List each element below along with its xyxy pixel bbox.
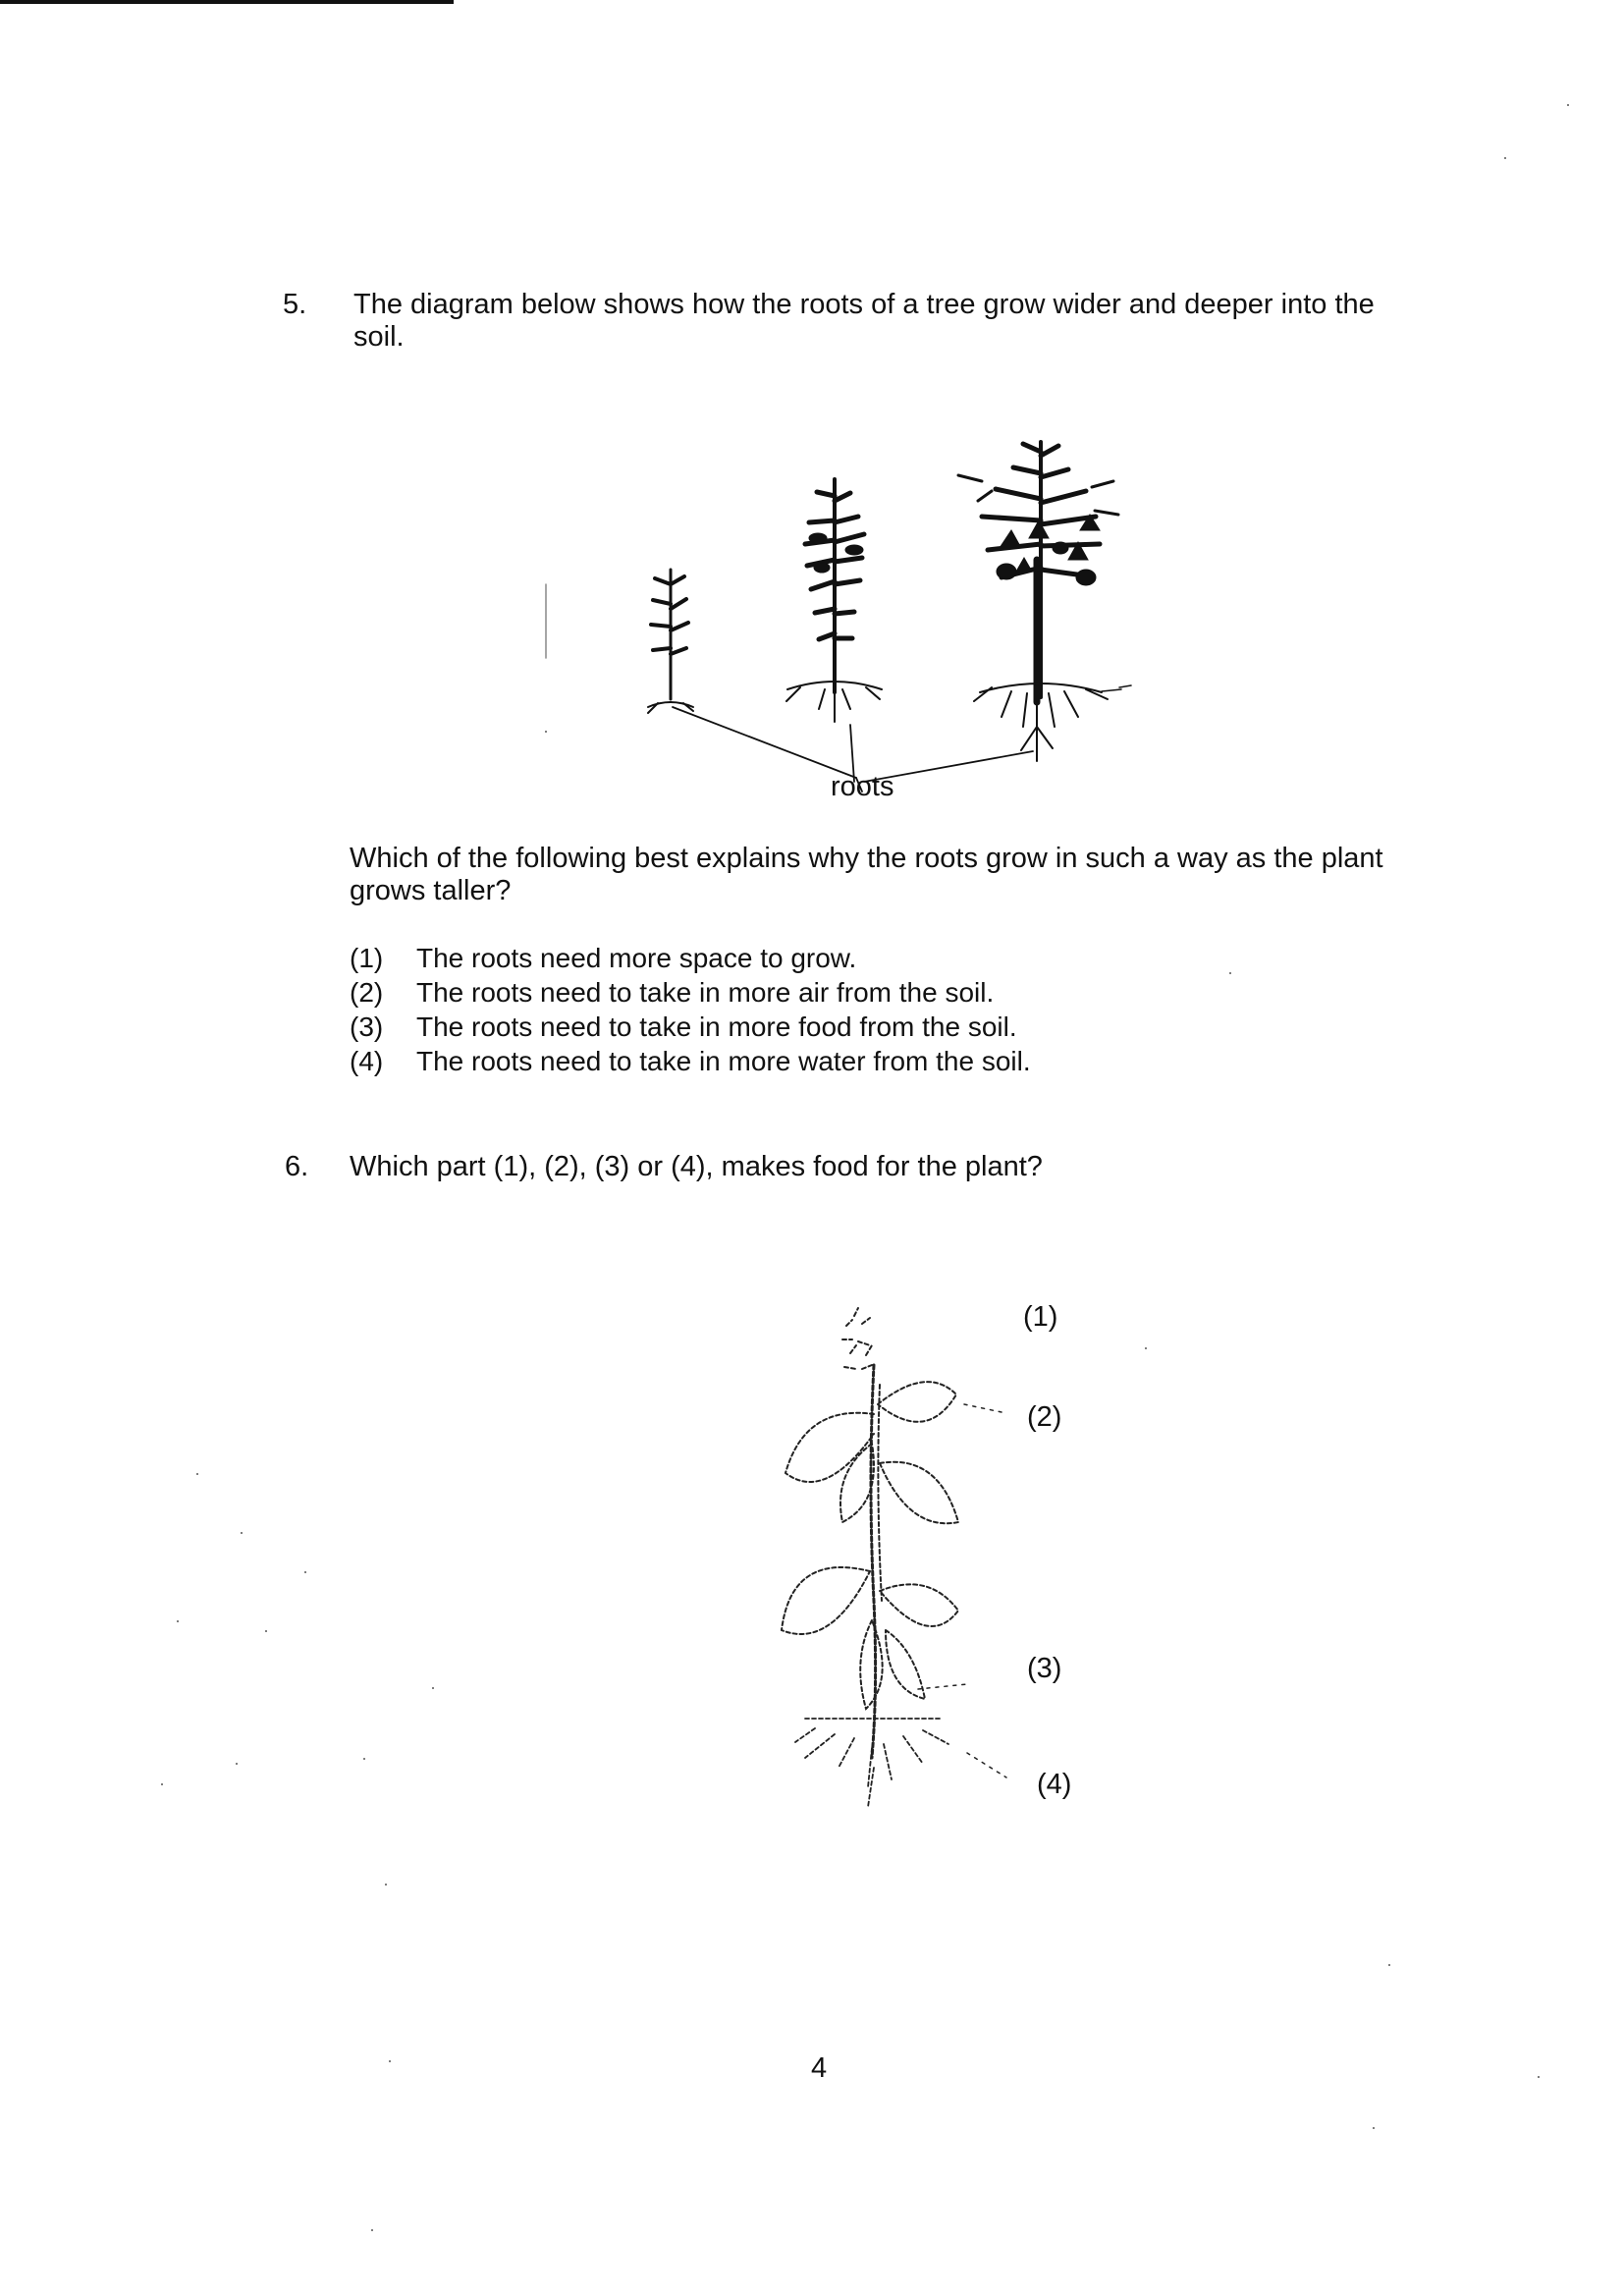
scan-speck <box>1538 2076 1540 2078</box>
scan-speck <box>371 2229 373 2231</box>
leaves-part <box>782 1382 958 1709</box>
top-rule <box>0 0 454 4</box>
part-label-1: (1) <box>1023 1301 1058 1333</box>
small-plant <box>648 570 693 713</box>
question-6-text: Which part (1), (2), (3) or (4), makes food for the plant? <box>350 1151 1043 1182</box>
option-2-number: (2) <box>350 977 384 1008</box>
scan-speck <box>1145 1347 1147 1349</box>
scan-speck <box>385 1884 387 1886</box>
scan-speck <box>177 1620 179 1622</box>
large-tree <box>958 442 1131 761</box>
part-label-2: (2) <box>1027 1401 1062 1433</box>
option-3-number: (3) <box>350 1011 384 1042</box>
option-4-text: The roots need to take in more water from the soil. <box>416 1046 1031 1076</box>
scan-speck <box>304 1571 306 1573</box>
roots-label: roots <box>831 771 894 802</box>
option-1-number: (1) <box>350 943 384 973</box>
scan-speck <box>241 1532 243 1534</box>
part-label-4: (4) <box>1037 1769 1072 1800</box>
question-6-number: 6. <box>285 1151 309 1182</box>
part-label-3: (3) <box>1027 1653 1062 1684</box>
scan-speck <box>236 1763 238 1765</box>
option-4 <box>350 1044 1031 1078</box>
scan-speck <box>265 1630 267 1632</box>
medium-plant <box>786 479 882 722</box>
plant-parts-diagram <box>756 1296 1110 1846</box>
page-number: 4 <box>811 2052 828 2084</box>
option-3 <box>350 1010 1017 1044</box>
option-3-text: The roots need to take in more food from the soil. <box>416 1011 1017 1042</box>
option-1 <box>350 941 856 975</box>
option-1-text: The roots need more space to grow. <box>416 943 857 973</box>
scan-speck <box>1567 104 1569 106</box>
option-2 <box>350 975 994 1010</box>
scan-speck <box>363 1758 365 1760</box>
scan-speck <box>1388 1964 1390 1966</box>
scan-speck <box>196 1473 198 1475</box>
flower-part <box>842 1308 872 1369</box>
option-2-text: The roots need to take in more air from the soil. <box>416 977 995 1008</box>
scan-speck <box>161 1783 163 1785</box>
scan-speck <box>545 731 547 733</box>
roots-growth-diagram <box>530 412 1139 825</box>
option-4-number: (4) <box>350 1046 384 1076</box>
scan-speck <box>432 1687 434 1689</box>
part-pointer-lines <box>918 1404 1006 1777</box>
roots-part <box>795 1719 948 1807</box>
scan-speck <box>1373 2127 1375 2129</box>
question-5-prompt: Which of the following best explains why the roots grow in such a way as the plant grows taller? <box>350 843 1383 906</box>
question-5-number: 5. <box>283 289 307 320</box>
scan-speck <box>389 2060 391 2062</box>
question-5-text: The diagram below shows how the roots of a tree grow wider and deeper into the soil. <box>353 289 1375 353</box>
scan-speck <box>1229 972 1231 974</box>
scan-speck <box>1504 157 1506 159</box>
